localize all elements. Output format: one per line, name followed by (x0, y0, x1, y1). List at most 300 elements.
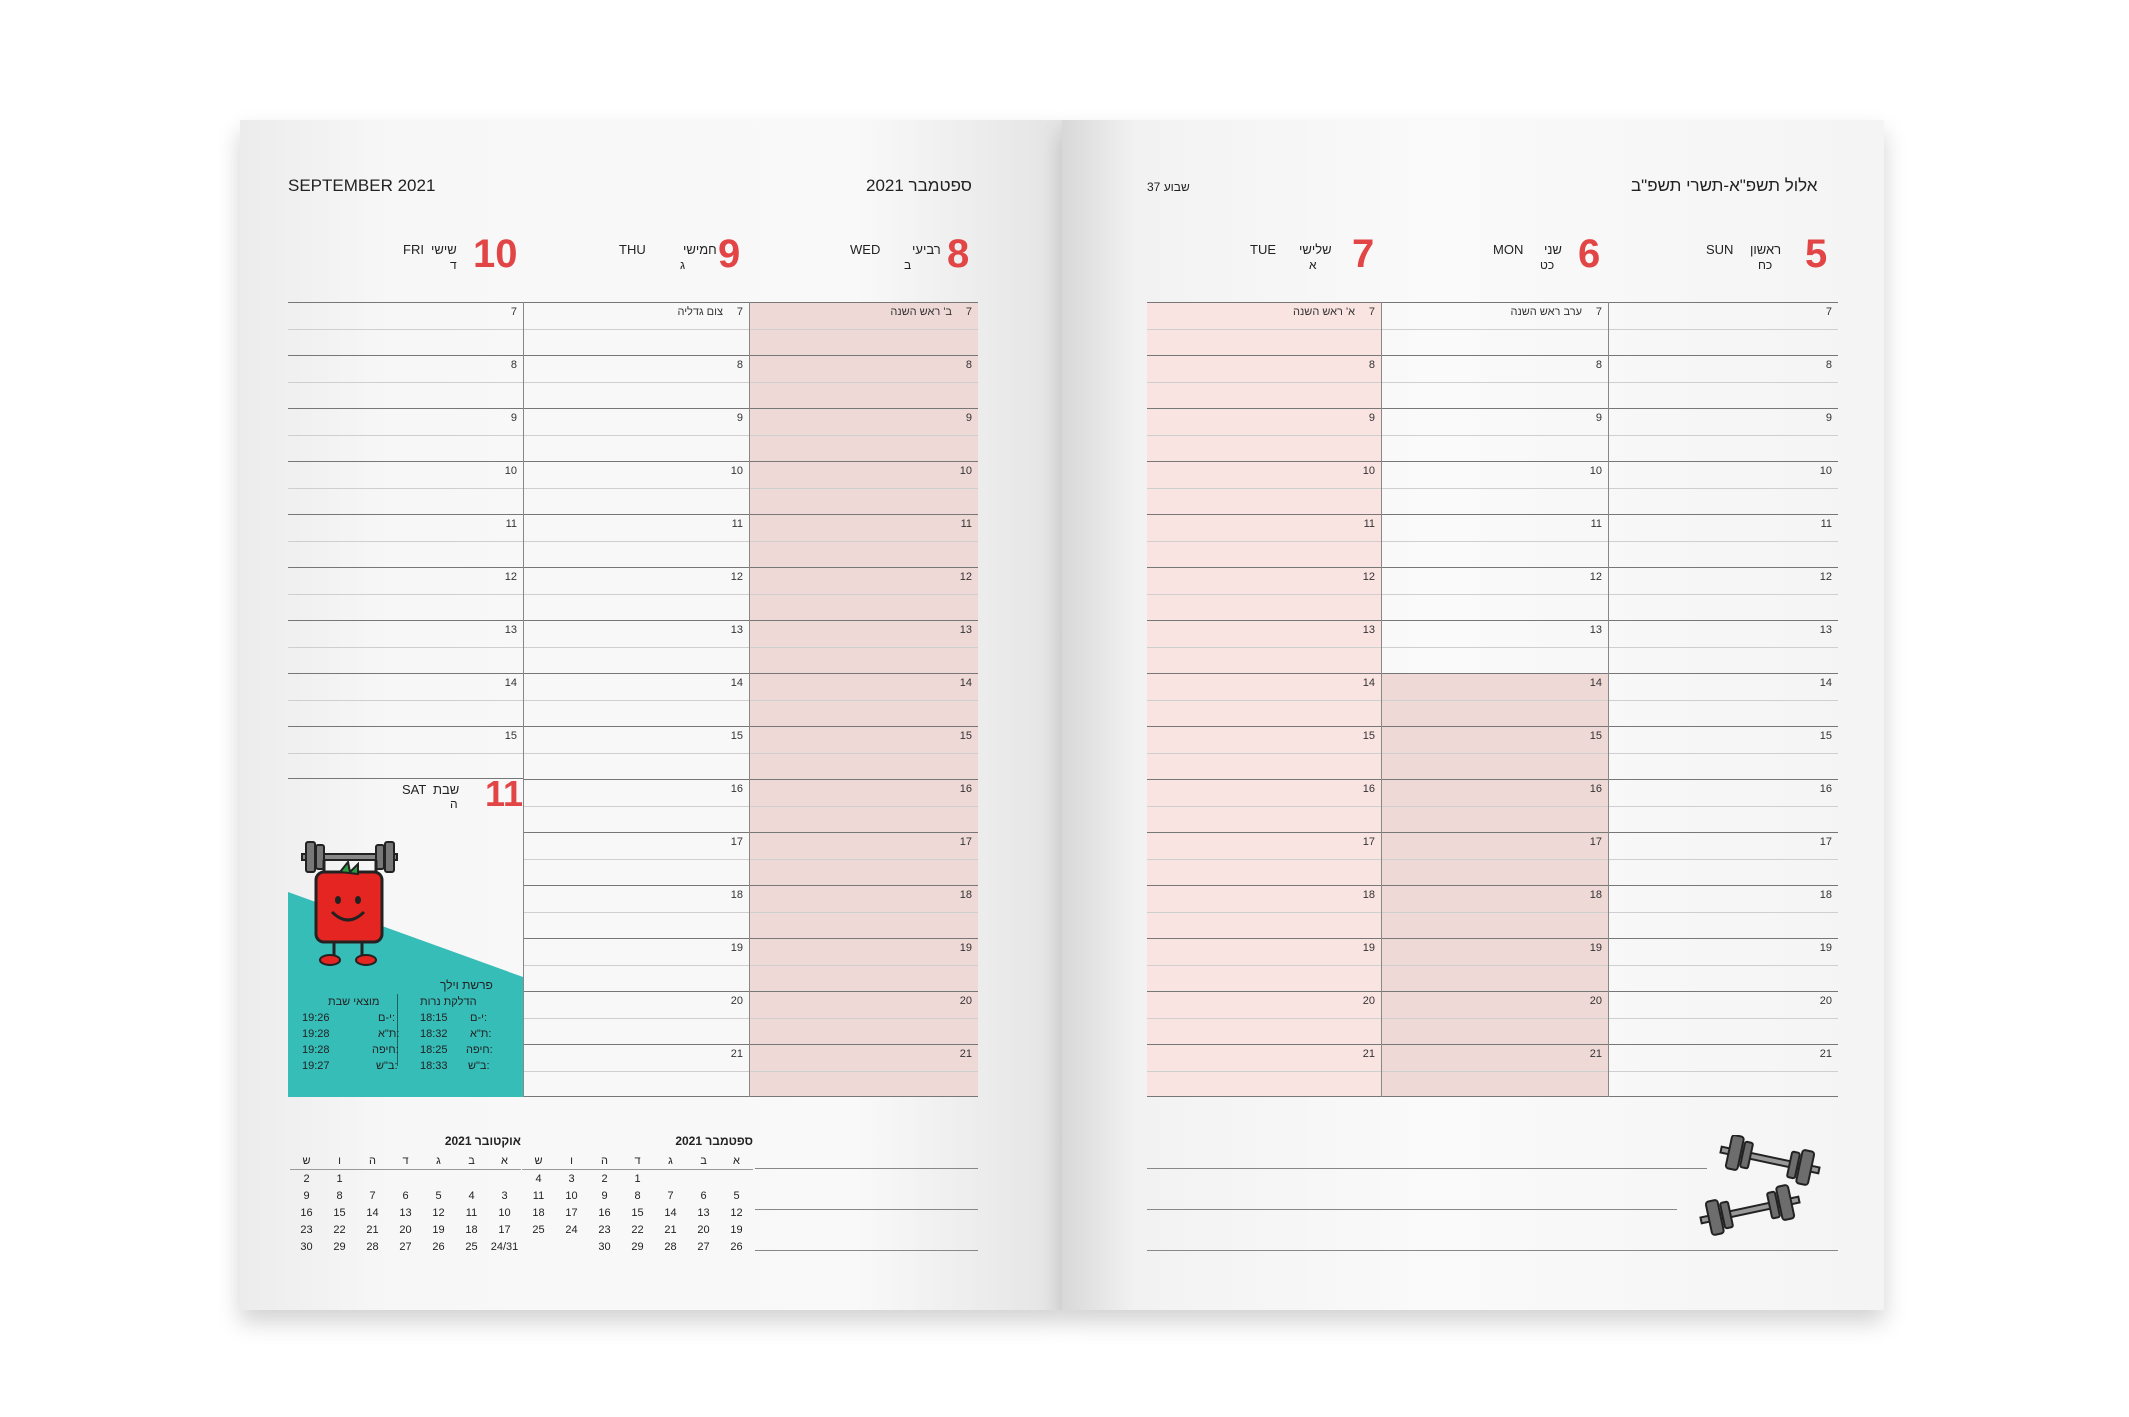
hour-label: 12 (1589, 571, 1602, 583)
date-cell: 17 (565, 1206, 578, 1219)
hour-label: 11 (1363, 518, 1375, 530)
hour-label: 17 (1589, 836, 1602, 848)
hour-slot[interactable] (288, 302, 523, 356)
date-cell: 5 (733, 1189, 740, 1202)
hour-label: 16 (959, 783, 972, 795)
date-cell: 29 (631, 1240, 644, 1253)
hour-slot[interactable] (523, 302, 749, 356)
hebrew-date: ב (904, 258, 912, 272)
hour-slot[interactable] (749, 461, 978, 515)
hour-slot[interactable] (523, 1044, 749, 1098)
day-column-mon (1381, 302, 1608, 1097)
hour-label: 19 (730, 942, 743, 954)
column-divider (523, 302, 524, 1097)
hour-slot[interactable] (288, 620, 523, 674)
hour-label: 13 (1589, 624, 1602, 636)
tomato-weightlifter-character (292, 832, 407, 972)
date-cell: 12 (432, 1206, 445, 1219)
date-cell: 5 (435, 1189, 442, 1202)
weekday-label: ה (369, 1154, 376, 1167)
hour-label: 15 (959, 730, 972, 742)
date-cell: 21 (664, 1223, 677, 1236)
column-bottom-rule (749, 1096, 978, 1097)
date-cell: 27 (399, 1240, 412, 1253)
date-cell: 9 (303, 1189, 310, 1202)
hour-label: 15 (504, 730, 517, 742)
page-header-hebrew: אלול תשפ"א-תשרי תשפ"ב (1631, 176, 1818, 195)
hour-slot[interactable] (523, 991, 749, 1045)
date-cell (720, 1170, 753, 1188)
hour-label: 7 (1368, 306, 1375, 318)
hour-label: 11 (1820, 518, 1832, 530)
hour-slot[interactable] (1147, 620, 1381, 674)
date-cell: 14 (664, 1206, 677, 1219)
candle-time: 18:32 (420, 1028, 448, 1040)
page-header-english: SEPTEMBER 2021 (288, 176, 436, 195)
hour-slot[interactable] (1608, 620, 1838, 674)
hour-slot[interactable] (523, 355, 749, 409)
hour-slot[interactable] (1147, 567, 1381, 621)
candle-time: 18:33 (420, 1060, 448, 1072)
date-cell: 12 (730, 1206, 743, 1219)
hour-slot[interactable] (1608, 938, 1838, 992)
date-cell: 23 (300, 1223, 313, 1236)
hour-slot[interactable] (1147, 461, 1381, 515)
date-cell: 7 (667, 1189, 674, 1202)
hour-label: 7 (510, 306, 517, 318)
weekday-header-row (522, 1152, 753, 1170)
day-number: 8 (947, 232, 970, 276)
hour-label: 21 (1589, 1048, 1602, 1060)
city-label: י-ם: (378, 1012, 396, 1024)
date-cell: 19 (730, 1223, 743, 1236)
hebrew-date: ה (450, 797, 458, 811)
hour-slot[interactable] (1608, 461, 1838, 515)
hour-label: 14 (1589, 677, 1602, 689)
date-cell: 8 (336, 1189, 343, 1202)
hour-label: 20 (1589, 995, 1602, 1007)
date-cell: 13 (697, 1206, 710, 1219)
hour-label: 12 (730, 571, 743, 583)
note-line (755, 1250, 978, 1251)
date-cell: 21 (366, 1223, 379, 1236)
candle-lighting-header: הדלקת נרות (420, 996, 477, 1008)
hour-slot[interactable] (1608, 408, 1838, 462)
column-bottom-rule (523, 1096, 749, 1097)
hour-label: 21 (1362, 1048, 1375, 1060)
hour-label: 13 (504, 624, 517, 636)
hour-label: 11 (960, 518, 972, 530)
hour-label: 14 (504, 677, 517, 689)
day-name-hebrew: ראשון (1750, 242, 1782, 257)
hour-slot[interactable] (523, 779, 749, 833)
column-bottom-rule (1608, 1096, 1838, 1097)
hour-slot[interactable] (1381, 355, 1608, 409)
hour-slot[interactable] (749, 355, 978, 409)
hour-label: 8 (1368, 359, 1375, 371)
hour-label: 19 (1589, 942, 1602, 954)
date-cell: 4 (468, 1189, 475, 1202)
week-row (290, 1170, 521, 1188)
week-row (522, 1238, 753, 1255)
holiday-event-label: ערב ראש השנה (1510, 306, 1582, 318)
week-row (290, 1238, 521, 1255)
hour-slot[interactable] (1608, 779, 1838, 833)
havdalah-time: 19:28 (302, 1028, 330, 1040)
hour-slot[interactable] (523, 673, 749, 727)
hour-label: 10 (1589, 465, 1602, 477)
day-column-wed (749, 302, 978, 1097)
date-cell (356, 1170, 389, 1188)
date-cell: 7 (369, 1189, 376, 1202)
hour-label: 9 (736, 412, 743, 424)
date-cell: 3 (568, 1172, 575, 1185)
day-column-thu (523, 302, 749, 1097)
hour-slot[interactable] (1147, 302, 1381, 356)
hour-label: 7 (1595, 306, 1602, 318)
hour-slot[interactable] (1381, 673, 1608, 727)
week-row (522, 1204, 753, 1221)
date-cell: 6 (700, 1189, 707, 1202)
hour-label: 9 (1825, 412, 1832, 424)
hour-slot[interactable] (288, 726, 523, 780)
hour-slot[interactable] (1381, 620, 1608, 674)
hour-label: 12 (1819, 571, 1832, 583)
hour-slot[interactable] (523, 567, 749, 621)
day-name-hebrew: שבת (433, 782, 460, 797)
candle-time: 18:15 (420, 1012, 448, 1024)
hebrew-date: כט (1540, 258, 1555, 272)
date-cell (654, 1170, 687, 1188)
hour-slot[interactable] (1381, 779, 1608, 833)
hour-label: 9 (1595, 412, 1602, 424)
hour-slot[interactable] (1147, 991, 1381, 1045)
hour-label: 10 (1362, 465, 1375, 477)
mini-calendar-grid (290, 1152, 521, 1255)
hour-slot[interactable] (749, 779, 978, 833)
hour-slot[interactable] (1381, 991, 1608, 1045)
column-divider (1608, 302, 1609, 1097)
date-cell: 16 (300, 1206, 313, 1219)
weekday-label: ד (402, 1154, 409, 1167)
city-label: ת"א: (470, 1028, 492, 1040)
hour-label: 10 (959, 465, 972, 477)
date-cell: 25 (465, 1240, 478, 1253)
hour-label: 19 (959, 942, 972, 954)
weekday-label: ב (468, 1154, 475, 1167)
weekday-label: ש (534, 1154, 543, 1167)
day-number: 7 (1352, 232, 1375, 276)
hour-slot[interactable] (1147, 832, 1381, 886)
hour-slot[interactable] (1608, 1044, 1838, 1098)
hour-label: 16 (730, 783, 743, 795)
date-cell: 8 (634, 1189, 641, 1202)
date-cell: 25 (532, 1223, 545, 1236)
hour-slot[interactable] (749, 938, 978, 992)
hour-label: 8 (1825, 359, 1832, 371)
hour-slot[interactable] (1147, 673, 1381, 727)
hour-label: 7 (736, 306, 743, 318)
weekday-label: ו (570, 1154, 573, 1167)
hour-slot[interactable] (749, 302, 978, 356)
date-cell: 10 (565, 1189, 578, 1202)
date-cell: 11 (465, 1206, 478, 1219)
date-cell: 10 (498, 1206, 511, 1219)
hour-slot[interactable] (749, 620, 978, 674)
hour-slot[interactable] (1608, 567, 1838, 621)
hour-slot[interactable] (749, 514, 978, 568)
parasha-label: פרשת וילך (440, 978, 493, 992)
hour-label: 14 (1362, 677, 1375, 689)
hour-label: 14 (730, 677, 743, 689)
date-cell: 6 (402, 1189, 409, 1202)
hour-slot[interactable] (749, 567, 978, 621)
hour-label: 21 (730, 1048, 743, 1060)
hour-slot[interactable] (1608, 355, 1838, 409)
hour-slot[interactable] (1147, 1044, 1381, 1098)
date-cell (422, 1170, 455, 1188)
hour-slot[interactable] (1608, 832, 1838, 886)
havdalah-time: 19:27 (302, 1060, 330, 1072)
date-cell (488, 1170, 521, 1188)
hour-slot[interactable] (523, 514, 749, 568)
hour-label: 18 (1819, 889, 1832, 901)
hour-slot[interactable] (1147, 938, 1381, 992)
candle-time: 18:25 (420, 1044, 448, 1056)
column-divider (749, 302, 750, 1097)
hour-slot[interactable] (523, 461, 749, 515)
weekday-label: ב (700, 1154, 707, 1167)
hour-label: 13 (1362, 624, 1375, 636)
week-row (522, 1221, 753, 1238)
hour-slot[interactable] (523, 408, 749, 462)
date-cell: 22 (333, 1223, 346, 1236)
mini-calendar-title: ספטמבר 2021 (675, 1134, 753, 1148)
hour-slot[interactable] (1381, 514, 1608, 568)
hour-slot[interactable] (749, 408, 978, 462)
hour-label: 17 (1362, 836, 1375, 848)
date-cell: 26 (432, 1240, 445, 1253)
day-name-english: FRI (403, 242, 424, 257)
hour-slot[interactable] (523, 832, 749, 886)
hour-slot[interactable] (1381, 408, 1608, 462)
holiday-event-label: ב' ראש השנה (890, 306, 952, 318)
week-number-label: שבוע 37 (1147, 180, 1190, 194)
date-cell: 28 (366, 1240, 379, 1253)
date-cell: 19 (432, 1223, 445, 1236)
hour-slot[interactable] (1381, 885, 1608, 939)
day-number: 9 (718, 232, 741, 276)
hour-label: 9 (965, 412, 972, 424)
hour-label: 18 (1362, 889, 1375, 901)
hour-slot[interactable] (1608, 673, 1838, 727)
hour-slot[interactable] (749, 726, 978, 780)
date-cell: 28 (664, 1240, 677, 1253)
day-name-english: SUN (1706, 242, 1734, 257)
hour-slot[interactable] (288, 673, 523, 727)
date-cell (555, 1238, 588, 1255)
hour-slot[interactable] (523, 885, 749, 939)
hour-slot[interactable] (523, 620, 749, 674)
hour-label: 13 (730, 624, 743, 636)
hour-slot[interactable] (749, 991, 978, 1045)
hour-slot[interactable] (1381, 567, 1608, 621)
hour-slot[interactable] (1608, 885, 1838, 939)
right-planner-page (1062, 120, 1884, 1310)
date-cell: 18 (465, 1223, 478, 1236)
hour-label: 18 (1589, 889, 1602, 901)
hour-slot[interactable] (1381, 1044, 1608, 1098)
week-row (290, 1204, 521, 1221)
hour-slot[interactable] (1147, 779, 1381, 833)
hour-label: 21 (1819, 1048, 1832, 1060)
hour-label: 13 (1819, 624, 1832, 636)
note-line (1147, 1168, 1707, 1169)
day-name-english: WED (850, 242, 881, 257)
day-name-english: THU (619, 242, 646, 257)
hour-label: 8 (965, 359, 972, 371)
weekday-label: ג (668, 1154, 673, 1167)
city-label: ת"א: (378, 1028, 400, 1040)
hour-slot[interactable] (1608, 302, 1838, 356)
hour-label: 18 (959, 889, 972, 901)
date-cell: 9 (601, 1189, 608, 1202)
date-cell: 14 (366, 1206, 379, 1219)
hour-slot[interactable] (288, 567, 523, 621)
hour-label: 11 (1590, 518, 1602, 530)
hour-slot[interactable] (288, 355, 523, 409)
column-divider (1381, 302, 1382, 1097)
hour-label: 17 (959, 836, 972, 848)
hour-slot[interactable] (1608, 726, 1838, 780)
hour-slot[interactable] (1608, 514, 1838, 568)
column-bottom-rule (1381, 1096, 1608, 1097)
note-line (1147, 1250, 1838, 1251)
havdalah-time: 19:28 (302, 1044, 330, 1056)
hour-slot[interactable] (1147, 355, 1381, 409)
hour-label: 20 (1362, 995, 1375, 1007)
hour-label: 16 (1819, 783, 1832, 795)
hour-label: 14 (959, 677, 972, 689)
city-label: ב"ש: (376, 1060, 398, 1072)
date-cell: 2 (601, 1172, 608, 1185)
week-row (290, 1187, 521, 1204)
day-column-fri (288, 302, 523, 779)
day-number: 5 (1805, 232, 1828, 276)
hour-slot[interactable] (1381, 726, 1608, 780)
hour-label: 12 (959, 571, 972, 583)
hour-slot[interactable] (749, 885, 978, 939)
day-name-hebrew: חמישי (683, 242, 717, 257)
note-line (1147, 1209, 1677, 1210)
week-row (522, 1170, 753, 1188)
date-cell: 30 (300, 1240, 313, 1253)
mini-calendar-september (522, 1134, 753, 1255)
weekday-label: ג (436, 1154, 441, 1167)
holiday-event-label: צום גדליה (677, 306, 723, 318)
day-number: 11 (485, 773, 524, 814)
date-cell: 24 (565, 1223, 578, 1236)
hour-label: 10 (1819, 465, 1832, 477)
hour-label: 11 (505, 518, 517, 530)
hebrew-date: א (1309, 258, 1317, 272)
hour-slot[interactable] (1147, 885, 1381, 939)
hour-slot[interactable] (1147, 514, 1381, 568)
date-cell: 23 (598, 1223, 611, 1236)
day-name-english: TUE (1250, 242, 1276, 257)
hour-label: 21 (959, 1048, 972, 1060)
hour-label: 18 (730, 889, 743, 901)
date-cell: 16 (598, 1206, 611, 1219)
hour-slot[interactable] (1381, 461, 1608, 515)
day-number: 6 (1578, 232, 1601, 276)
date-cell: 13 (399, 1206, 412, 1219)
date-cell: 2 (303, 1172, 310, 1185)
hour-label: 19 (1362, 942, 1375, 954)
hour-label: 20 (1819, 995, 1832, 1007)
hour-label: 7 (965, 306, 972, 318)
week-row (522, 1187, 753, 1204)
day-name-hebrew: שישי (431, 242, 457, 257)
city-label: חיפה: (372, 1044, 399, 1056)
hour-slot[interactable] (1381, 832, 1608, 886)
hour-label: 14 (1819, 677, 1832, 689)
weekday-label: ה (601, 1154, 608, 1167)
havdalah-header: מוצאי שבת (328, 996, 380, 1008)
dumbbells-icon (1690, 1135, 1850, 1245)
hour-slot[interactable] (523, 938, 749, 992)
hour-slot[interactable] (288, 514, 523, 568)
hour-slot[interactable] (749, 1044, 978, 1098)
day-name-english: SAT (402, 782, 427, 797)
city-label: י-ם: (470, 1012, 488, 1024)
hebrew-date: ד (450, 258, 457, 272)
date-cell: 4 (535, 1172, 542, 1185)
hour-label: 8 (736, 359, 743, 371)
hour-slot[interactable] (1608, 991, 1838, 1045)
hour-label: 16 (1589, 783, 1602, 795)
date-cell: 1 (634, 1172, 641, 1185)
hour-slot[interactable] (523, 726, 749, 780)
hour-slot[interactable] (749, 832, 978, 886)
hour-label: 15 (1589, 730, 1602, 742)
date-cell: 3 (501, 1189, 508, 1202)
hour-slot[interactable] (1147, 726, 1381, 780)
note-line (755, 1209, 978, 1210)
day-column-tue (1147, 302, 1381, 1097)
week-row (290, 1221, 521, 1238)
day-name-english: MON (1493, 242, 1524, 257)
hour-label: 15 (730, 730, 743, 742)
hour-slot[interactable] (1381, 938, 1608, 992)
hour-label: 16 (1362, 783, 1375, 795)
column-bottom-rule (1147, 1096, 1381, 1097)
hour-slot[interactable] (1381, 302, 1608, 356)
date-cell (522, 1238, 555, 1255)
date-cell: 1 (336, 1172, 343, 1185)
hour-slot[interactable] (288, 408, 523, 462)
hour-slot[interactable] (1147, 408, 1381, 462)
date-cell (455, 1170, 488, 1188)
date-cell: 20 (399, 1223, 412, 1236)
hour-slot[interactable] (749, 673, 978, 727)
hour-label: 17 (1819, 836, 1832, 848)
hour-slot[interactable] (288, 461, 523, 515)
hour-label: 11 (731, 518, 743, 530)
hour-label: 10 (504, 465, 517, 477)
hour-label: 10 (730, 465, 743, 477)
hour-label: 12 (1362, 571, 1375, 583)
